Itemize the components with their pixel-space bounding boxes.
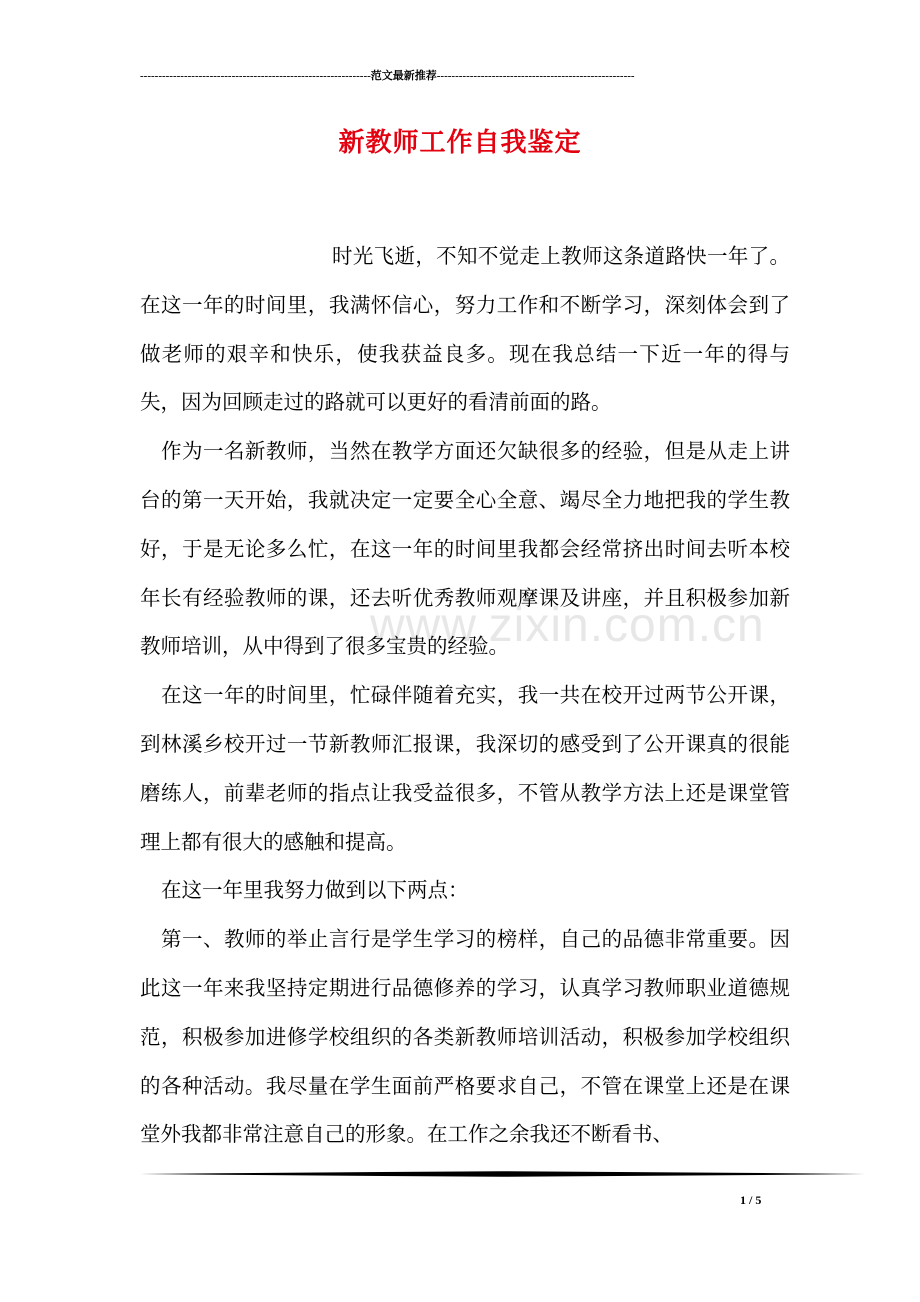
footer-divider — [140, 1171, 865, 1177]
page-header-banner: ---------------------------------------------------------------范文最新推荐------------------------------------------------------ — [140, 70, 635, 82]
watermark: www.zixin.com.cn — [370, 599, 765, 652]
page-number: 1 / 5 — [740, 1193, 762, 1207]
paragraph: 在这一年的时间里，忙碌伴随着充实，我一共在校开过两节公开课，到林溪乡校开过一节新教师汇报课，我深切的感受到了公开课真的很能磨练人，前辈老师的指点让我受益很多，不管从教学方法上还是课堂管理上都有很大的感触和提高。 — [140, 683, 790, 854]
document-title: 新教师工作自我鉴定 — [338, 128, 582, 158]
paragraph: 时光飞逝，不知不觉走上教师这条道路快一年了。在这一年的时间里，我满怀信心，努力工作和不断学习，深刻体会到了做老师的艰辛和快乐，使我获益良多。现在我总结一下近一年的得与失，因为回顾走过的路就可以更好的看清前面的路。 — [140, 244, 790, 415]
paragraph: 第一、教师的举止言行是学生学习的榜样，自己的品德非常重要。因此这一年来我坚持定期进行品德修养的学习，认真学习教师职业道德规范，积极参加进修学校组织的各类新教师培训活动，积极参加学校组织的各种活动。我尽量在学生面前严格要求自己，不管在课堂上还是在课堂外我都非常注意自己的形象。在工作之余我还不断看书、 — [140, 927, 790, 1147]
document-body — [140, 232, 790, 1159]
paragraph: 在这一年里我努力做到以下两点： — [161, 878, 469, 903]
paragraph: 作为一名新教师，当然在教学方面还欠缺很多的经验，但是从走上讲台的第一天开始，我就决定一定要全心全意、竭尽全力地把我的学生教好，于是无论多么忙，在这一年的时间里我都会经常挤出时间去听本校年长有经验教师的课，还去听优秀教师观摩课及讲座，并且积极参加新教师培训，从中得到了很多宝贵的经验。 — [140, 439, 790, 659]
